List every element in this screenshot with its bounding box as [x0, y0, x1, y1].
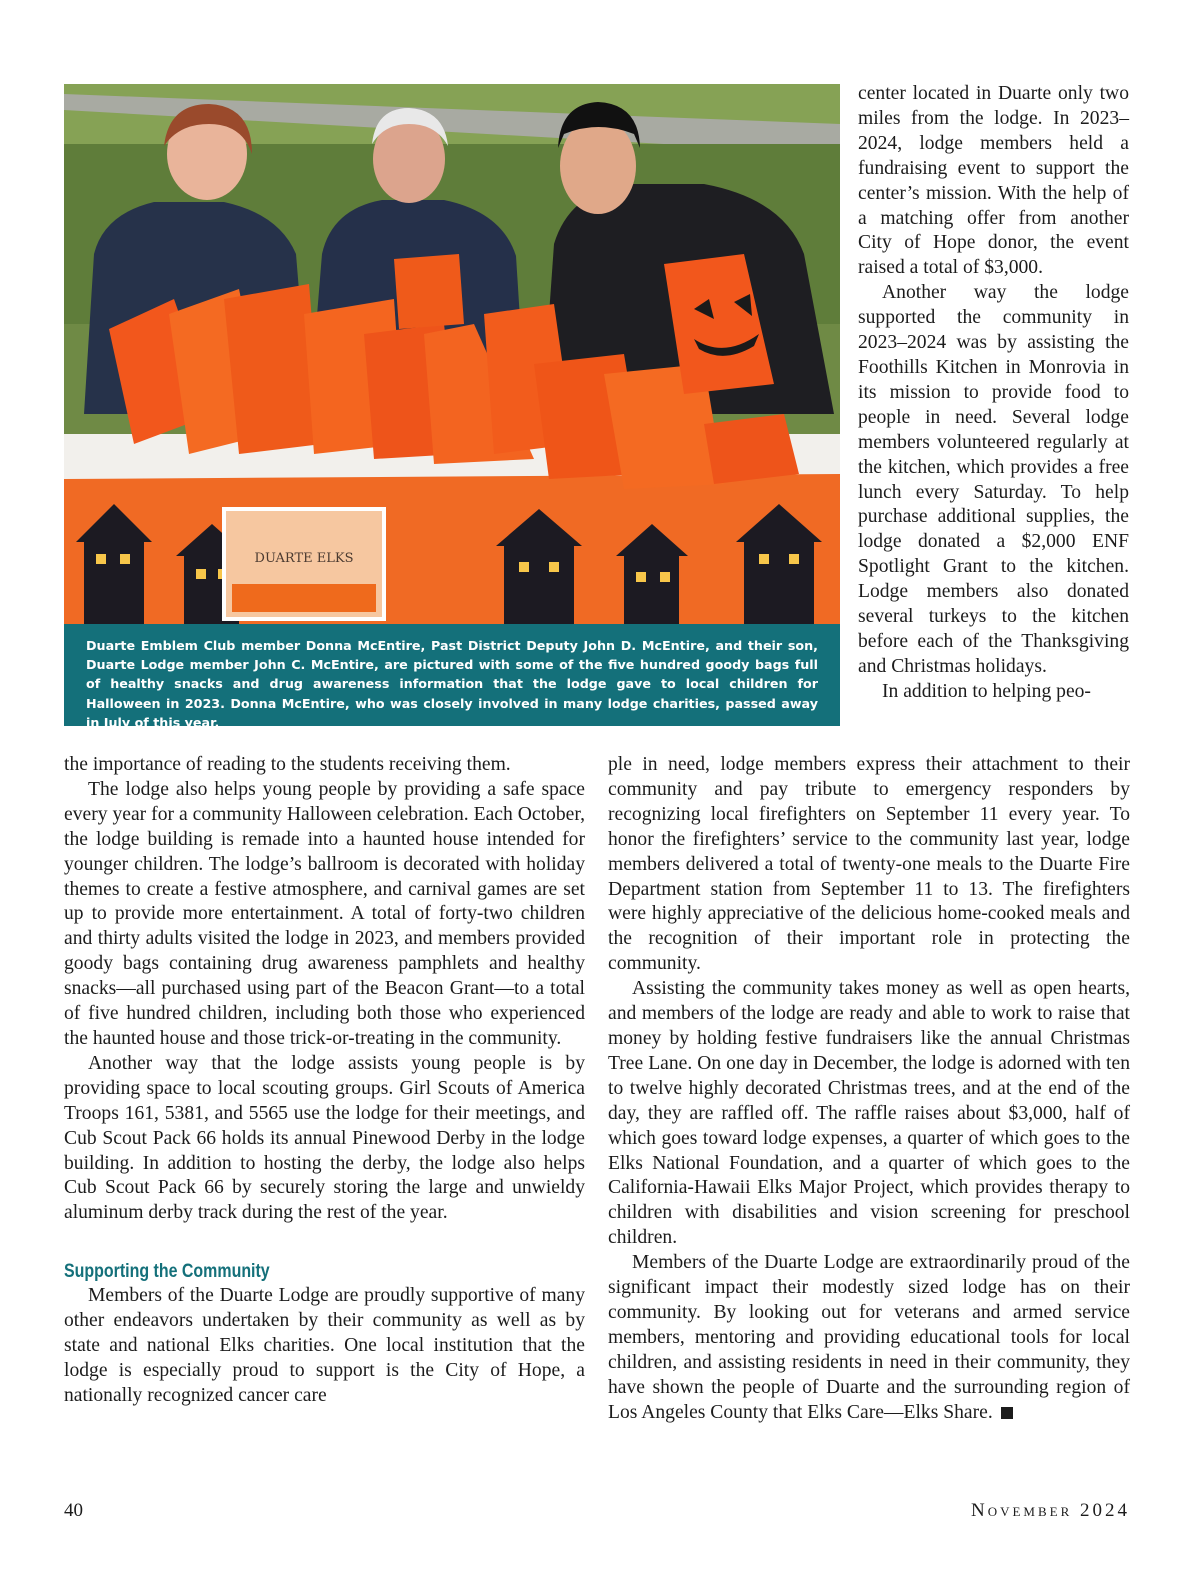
photo-caption: Duarte Emblem Club member Donna McEntire, Past District Deputy John D. McEntire, and their son, Duarte Lodge member John C. McEntire, are pictured with some of the five hundred goody bags full of healthy snacks and drug awareness information that the lodge gave to local children for Halloween in 2023. Donna McEntire, who was closely involved in many lodge charities, passed away in July of this year.: [64, 624, 840, 726]
paragraph: center located in Duarte only two miles from the lodge. In 2023–2024, lodge members held a fundraising event to support the center’s mission. With the help of a matching offer from another City of Hope donor, the event raised a total of $3,000.: [858, 83, 1129, 279]
paragraph: The lodge also helps young people by providing a safe space every year for a community Halloween celebration. Each October, the lodge building is remade into a haunted house intended for younger children. The lodge’s ballroom is decorated with holiday themes to create a festive atmosphere, and carnival games are set up to provide more entertainment. A total of forty-two children and thirty adults visited the lodge in 2023, and members provided goody bags containing drug awareness pamphlets and healthy snacks—all purchased using part of the Beacon Grant—to a total of five hundred children, including both those who experienced the haunted house and those trick-or-treating in the community.: [64, 778, 585, 1049]
closing-text: Members of the Duarte Lodge are extraordinarily proud of the significant impact their modestly sized lodge has on their community. By looking out for veterans and armed service members, mentoring and providing educational tools for local children, and assisting residents in need in their community, they have shown the people of Duarte and the surrounding region of Los Angeles County that Elks Care—Elks Share.: [608, 1252, 1130, 1423]
column-left: [64, 753, 585, 1409]
paragraph: [608, 1251, 1130, 1425]
sign-text: DUARTE ELKS: [254, 551, 354, 566]
column-top-right: [858, 82, 1129, 705]
issue-date: November 2024: [970, 1500, 1130, 1521]
paragraph: Assisting the community takes money as well as open hearts, and members of the lodge are ready and able to work to raise that money by holding festive fundraisers like the annual Christmas Tree Lane. On one day in December, the lodge is adorned with ten to twelve highly decorated Christmas trees, and at the end of the day, they are raffled off. The raffle raises about $3,000, half of which goes toward lodge expenses, a quarter of which goes to the Elks National Foundation, and a quarter of which goes to the California-Hawaii Elks Major Project, which provides therapy to children with disabilities and vision screening for preschool children.: [608, 978, 1130, 1249]
paragraph: In addition to helping peo-: [882, 680, 1091, 702]
page-number: 40: [64, 1500, 83, 1521]
section-heading: Supporting the Community: [64, 1261, 270, 1283]
paragraph: ple in need, lodge members express their attachment to their community and pay tribute to emergency responders by recognizing local firefighters on September 11 every year. To honor the firefighters’ service to the community last year, lodge members delivered a total of twenty-one meals to the Duarte Fire Department station from September 11 to 13. The firefighters were highly appreciative of the delicious home-cooked meals and the recognition of their important role in protecting the community.: [608, 754, 1130, 975]
halloween-photo: [64, 84, 840, 624]
end-mark-icon: [1001, 1407, 1013, 1419]
paragraph: Members of the Duarte Lodge are proudly supportive of many other endeavors undertaken by their community as well as by state and national Elks charities. One local institution that the lodge is especially proud to support is the City of Hope, a nationally recognized cancer care: [64, 1285, 585, 1406]
paragraph: Another way the lodge supported the community in 2023–2024 was by assisting the Foothills Kitchen in Monrovia in its mission to provide food to people in need. Several lodge members volunteered regularly at the kitchen, which provides a free lunch every Saturday. To help purchase additional supplies, the lodge donated a $2,000 ENF Spotlight Grant to the kitchen. Lodge members also donated several turkeys to the kitchen before each of the Thanksgiving and Christmas holidays.: [858, 282, 1129, 677]
column-right: [608, 753, 1130, 1425]
paragraph: the importance of reading to the students receiving them.: [64, 754, 511, 775]
paragraph: Another way that the lodge assists young people is by providing space to local scouting groups. Girl Scouts of America Troops 161, 5381, and 5565 use the lodge for their meetings, and Cub Scout Pack 66 holds its annual Pinewood Derby in the lodge building. In addition to hosting the derby, the lodge also helps Cub Scout Pack 66 by securely storing the large and unwieldy aluminum derby track during the rest of the year.: [64, 1052, 585, 1224]
duarte-elks-sign: [224, 509, 384, 619]
